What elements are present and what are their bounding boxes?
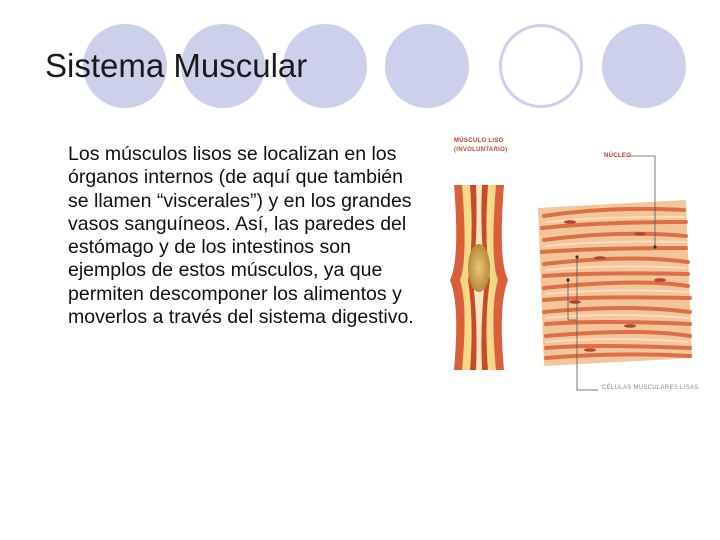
figure-label-sub: (INVOLUNTARIO) xyxy=(454,147,508,153)
decor-circle-4 xyxy=(385,24,469,108)
slide-title: Sistema Muscular xyxy=(45,47,308,84)
smooth-muscle-figure xyxy=(440,130,700,410)
figure-label-cells: CÉLULAS MUSCULARES LISAS xyxy=(602,385,699,391)
slide-body-text: Los músculos lisos se localizan en los órganos internos (de aquí que también se llamen “viscerales”) y en los grandes vasos sanguíneos. Así, las paredes del estómago y de los intestinos son ejemplos de estos músculos, ya que permiten descomponer los alimentos y moverlos a través del sistema digestivo. xyxy=(68,143,414,329)
figure-label-main: MÚSCULO LISO xyxy=(454,138,504,144)
smooth-muscle-illustration xyxy=(440,130,700,410)
figure-label-nucleus: NÚCLEO xyxy=(604,153,632,159)
decor-circle-5 xyxy=(499,24,583,108)
food-bolus xyxy=(468,244,490,292)
decor-circle-6 xyxy=(602,24,686,108)
